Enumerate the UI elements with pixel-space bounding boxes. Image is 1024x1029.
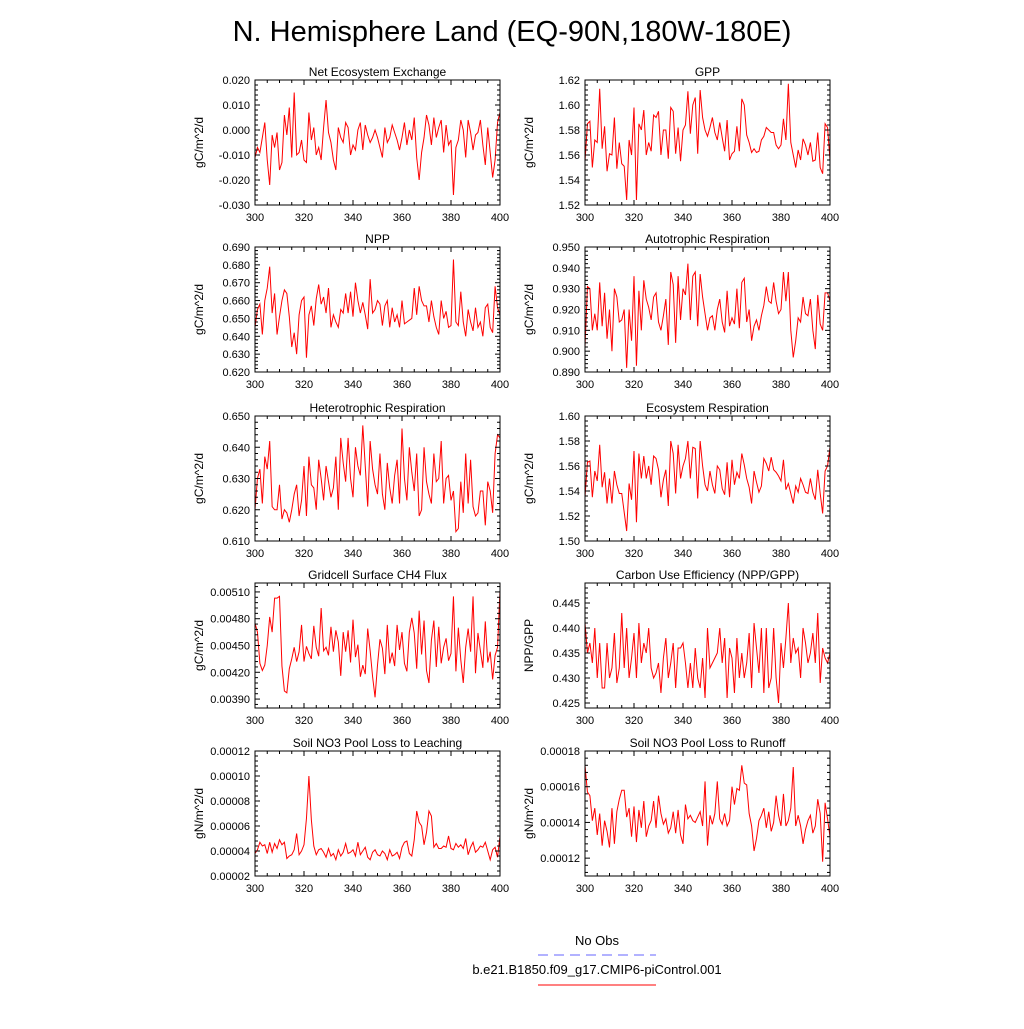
y-tick-label: 1.56	[558, 150, 580, 162]
x-tick-label: 340	[343, 715, 363, 727]
plot-frame	[255, 416, 500, 541]
y-axis-label: gC/m^2/d	[192, 453, 206, 504]
page-title: N. Hemisphere Land (EQ-90N,180W-180E)	[232, 16, 792, 48]
x-tick-label: 400	[490, 548, 510, 560]
y-tick-label: 1.52	[558, 511, 580, 523]
chart-title: Heterotrophic Respiration	[309, 401, 446, 415]
x-tick-label: 300	[575, 212, 595, 224]
x-tick-label: 300	[575, 548, 595, 560]
x-tick-label: 360	[392, 379, 412, 391]
x-tick-label: 360	[722, 548, 742, 560]
x-tick-label: 340	[673, 212, 693, 224]
y-tick-label: 0.440	[552, 623, 580, 635]
x-tick-label: 380	[771, 548, 791, 560]
series-line	[585, 603, 830, 703]
x-tick-label: 360	[392, 715, 412, 727]
y-tick-label: 0.00510	[210, 586, 250, 599]
y-axis-label: gN/m^2/d	[522, 788, 536, 839]
x-tick-label: 340	[673, 379, 693, 391]
x-tick-label: 380	[441, 548, 461, 560]
y-tick-label: 0.610	[222, 536, 250, 548]
x-tick-label: 380	[441, 379, 461, 391]
chart-panel-5	[522, 401, 839, 560]
x-tick-label: 340	[343, 379, 363, 391]
x-tick-label: 380	[771, 379, 791, 391]
y-tick-label: 0.00012	[540, 853, 580, 866]
y-tick-label: 0.640	[222, 442, 250, 455]
y-tick-label: 0.940	[552, 262, 580, 275]
plot-frame	[255, 583, 500, 708]
chart-title: Soil NO3 Pool Loss to Leaching	[292, 736, 463, 750]
x-tick-label: 320	[294, 883, 314, 895]
x-tick-label: 300	[245, 548, 265, 560]
x-tick-label: 320	[294, 212, 314, 224]
series-line	[255, 260, 500, 358]
chart-panel-4	[192, 401, 509, 560]
chart-title: Gridcell Surface CH4 Flux	[308, 568, 447, 582]
x-tick-label: 380	[441, 883, 461, 895]
chart-panel-3	[522, 232, 839, 391]
y-axis-label: gC/m^2/d	[192, 620, 206, 671]
y-tick-label: 0.00450	[210, 640, 250, 653]
y-axis-label: NPP/GPP	[522, 618, 536, 673]
y-tick-label: 1.62	[558, 75, 580, 87]
y-tick-label: 0.890	[552, 367, 580, 379]
plot-frame	[585, 80, 830, 205]
y-axis-label: gN/m^2/d	[192, 788, 206, 839]
x-tick-label: 360	[722, 379, 742, 391]
x-tick-label: 320	[624, 883, 644, 895]
x-tick-label: 400	[820, 548, 840, 560]
y-tick-label: 1.58	[558, 125, 580, 137]
plot-frame	[255, 247, 500, 372]
x-tick-label: 320	[294, 379, 314, 391]
y-axis-label: gC/m^2/d	[192, 284, 206, 335]
y-tick-label: 0.920	[552, 304, 580, 317]
chart-title: Carbon Use Efficiency (NPP/GPP)	[615, 568, 800, 582]
x-tick-label: 340	[343, 548, 363, 560]
x-tick-label: 360	[392, 212, 412, 224]
x-tick-label: 360	[722, 715, 742, 727]
x-tick-label: 320	[624, 715, 644, 727]
y-tick-label: 0.950	[552, 242, 580, 254]
y-tick-label: 0.630	[222, 473, 250, 486]
y-tick-label: 0.020	[222, 75, 250, 87]
plot-frame	[255, 751, 500, 876]
y-tick-label: 0.630	[222, 349, 250, 362]
y-tick-label: 0.900	[552, 346, 580, 359]
x-tick-label: 400	[490, 379, 510, 391]
series-line	[585, 84, 830, 200]
y-tick-label: 0.010	[222, 100, 250, 112]
x-tick-label: 320	[624, 548, 644, 560]
y-tick-label: 0.00390	[210, 694, 250, 707]
y-axis-label: gC/m^2/d	[192, 117, 206, 168]
legend-model-label: b.e21.B1850.f09_g17.CMIP6-piControl.001	[472, 962, 722, 977]
x-tick-label: 360	[392, 548, 412, 560]
y-tick-label: 0.00008	[210, 796, 250, 808]
chart-panel-1	[522, 65, 839, 224]
y-tick-label: 0.00018	[540, 746, 580, 758]
y-tick-label: 0.425	[552, 698, 580, 710]
y-tick-label: 0.650	[222, 313, 250, 326]
x-tick-label: 340	[673, 883, 693, 895]
legend-obs-label: No Obs	[574, 933, 620, 948]
y-tick-label: 1.50	[558, 536, 580, 548]
chart-title: Soil NO3 Pool Loss to Runoff	[629, 736, 786, 750]
legend	[472, 933, 721, 985]
x-tick-label: 300	[245, 379, 265, 391]
x-tick-label: 320	[624, 212, 644, 224]
x-tick-label: 320	[294, 715, 314, 727]
y-tick-label: 0.650	[222, 411, 250, 423]
x-tick-label: 380	[771, 715, 791, 727]
x-tick-label: 380	[441, 715, 461, 727]
chart-panel-7	[522, 568, 839, 727]
y-tick-label: 0.660	[222, 295, 250, 308]
y-tick-label: 0.690	[222, 242, 250, 254]
y-tick-label: 0.00420	[210, 667, 250, 680]
y-tick-label: 0.620	[222, 504, 250, 517]
y-tick-label: 0.640	[222, 331, 250, 344]
x-tick-label: 400	[820, 379, 840, 391]
y-tick-label: 0.00004	[210, 846, 250, 858]
x-tick-label: 400	[820, 883, 840, 895]
y-tick-label: 0.620	[222, 367, 250, 379]
x-tick-label: 320	[294, 548, 314, 560]
y-tick-label: 0.00014	[540, 817, 580, 830]
chart-title: NPP	[365, 232, 390, 246]
x-tick-label: 400	[490, 883, 510, 895]
series-line	[585, 765, 830, 861]
plot-frame	[255, 80, 500, 205]
x-tick-label: 360	[722, 212, 742, 224]
y-tick-label: 1.52	[558, 200, 580, 212]
series-line	[585, 264, 830, 368]
x-tick-label: 340	[343, 212, 363, 224]
y-tick-label: 0.00006	[210, 821, 250, 833]
y-tick-label: -0.030	[218, 200, 250, 212]
series-line	[255, 776, 500, 860]
y-axis-label: gC/m^2/d	[522, 284, 536, 335]
chart-panel-6	[192, 568, 509, 727]
y-tick-label: 0.435	[552, 648, 580, 660]
y-tick-label: 1.60	[558, 100, 580, 112]
y-tick-label: 0.000	[222, 125, 250, 137]
y-tick-label: 0.00012	[210, 746, 250, 758]
x-tick-label: 320	[624, 379, 644, 391]
chart-title: Autotrophic Respiration	[645, 232, 770, 246]
plot-frame	[585, 416, 830, 541]
x-tick-label: 400	[490, 715, 510, 727]
y-tick-label: 1.58	[558, 436, 580, 448]
y-tick-label: 0.680	[222, 259, 250, 272]
x-tick-label: 360	[722, 883, 742, 895]
series-line	[255, 425, 500, 531]
series-line	[585, 441, 830, 531]
y-tick-label: 1.54	[558, 175, 580, 187]
x-tick-label: 380	[771, 212, 791, 224]
x-tick-label: 380	[771, 883, 791, 895]
chart-title: GPP	[694, 65, 721, 79]
y-tick-label: 0.00016	[540, 781, 580, 794]
y-tick-label: 0.670	[222, 277, 250, 290]
x-tick-label: 300	[575, 883, 595, 895]
x-tick-label: 380	[441, 212, 461, 224]
x-tick-label: 400	[820, 212, 840, 224]
chart-title: Net Ecosystem Exchange	[308, 65, 447, 79]
chart-title: Ecosystem Respiration	[646, 401, 769, 415]
x-tick-label: 300	[245, 212, 265, 224]
y-tick-label: 0.445	[552, 598, 580, 610]
y-tick-label: 1.60	[558, 411, 580, 423]
y-tick-label: 0.00480	[210, 613, 250, 626]
x-tick-label: 300	[575, 715, 595, 727]
y-tick-label: 0.930	[552, 283, 580, 296]
series-line	[255, 590, 500, 697]
y-tick-label: 0.00010	[210, 771, 250, 783]
x-tick-label: 360	[392, 883, 412, 895]
chart-panel-9	[522, 736, 839, 895]
y-tick-label: 0.910	[552, 325, 580, 338]
y-tick-label: 1.54	[558, 486, 580, 498]
x-tick-label: 300	[245, 715, 265, 727]
y-tick-label: -0.020	[218, 175, 250, 187]
series-line	[255, 93, 500, 196]
x-tick-label: 300	[575, 379, 595, 391]
chart-panel-0	[192, 65, 509, 224]
y-axis-label: gC/m^2/d	[522, 453, 536, 504]
plot-frame	[585, 583, 830, 708]
x-tick-label: 400	[490, 212, 510, 224]
x-tick-label: 340	[673, 548, 693, 560]
x-tick-label: 300	[245, 883, 265, 895]
x-tick-label: 340	[673, 715, 693, 727]
chart-panel-2	[192, 232, 509, 391]
panel-grid	[192, 65, 839, 895]
y-tick-label: 1.56	[558, 461, 580, 473]
x-tick-label: 340	[343, 883, 363, 895]
y-tick-label: 0.430	[552, 673, 580, 685]
y-tick-label: 0.00002	[210, 871, 250, 883]
y-tick-label: -0.010	[218, 150, 250, 162]
y-axis-label: gC/m^2/d	[522, 117, 536, 168]
chart-panel-8	[192, 736, 509, 895]
x-tick-label: 400	[820, 715, 840, 727]
